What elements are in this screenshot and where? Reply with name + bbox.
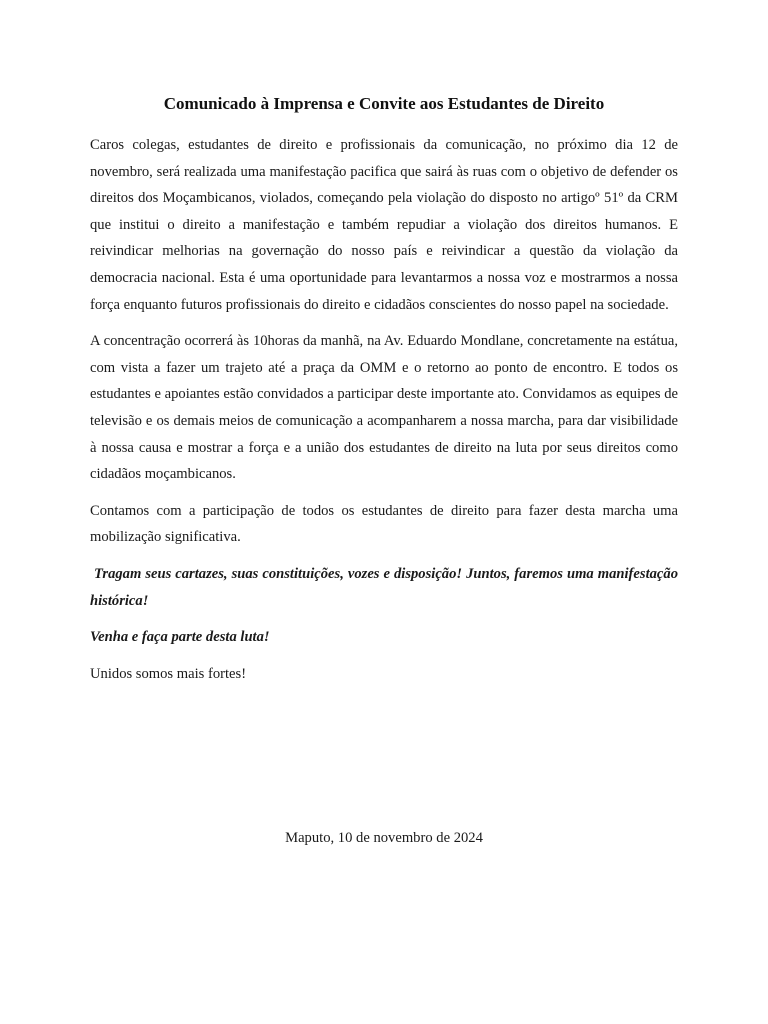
paragraph-intro: Caros colegas, estudantes de direito e profissionais da comunicação, no próximo dia 12 de novembro, será realizada uma manifestação pacifica que sairá às ruas com o objetivo de defender os direitos dos Moçambicanos, violados, começando pela violação do disposto no artigoº 51º da CRM que institui o direito a manifestação e também repudiar a violação dos direitos humanos. E reivindicar melhorias na governação do nosso país e reivindicar a questão da violação da democracia nacional. Esta é uma oportunidade para levantarmos a nossa voz e mostrarmos a nossa força enquanto futuros profissionais do direito e cidadãos conscientes do nosso papel na sociedade. [90, 137, 678, 313]
paragraph-participation: Contamos com a participação de todos os estudantes de direito para fazer desta marcha uma mobilização significativa. [90, 502, 678, 546]
paragraph-closing: Unidos somos mais fortes! [90, 665, 247, 682]
place-and-date: Maputo, 10 de novembro de 2024 [285, 830, 483, 846]
paragraph-call-to-action: Tragam seus cartazes, suas constituições, vozes e disposição! Juntos, faremos uma manifestação histórica! [90, 565, 682, 609]
document-body [90, 92, 682, 697]
paragraph-concentration: A concentração ocorrerá às 10horas da manhã, na Av. Eduardo Mondlane, concretamente na estátua, com vista a fazer um trajeto até a praça da OMM e o retorno ao ponto de encontro. E todos os estudantes e apoiantes estão convidados a participar deste importante ato. Convidamos as equipes de televisão e os demais meios de comunicação a acompanharem a nossa marcha, para dar visibilidade à nossa causa e mostrar a força e a união dos estudantes de direito na luta por seus direitos como cidadãos moçambicanos. [90, 333, 678, 483]
paragraph-join-the-fight: Venha e faça parte desta luta! [90, 629, 270, 646]
document-title: Comunicado à Imprensa e Convite aos Estudantes de Direito [163, 94, 605, 113]
